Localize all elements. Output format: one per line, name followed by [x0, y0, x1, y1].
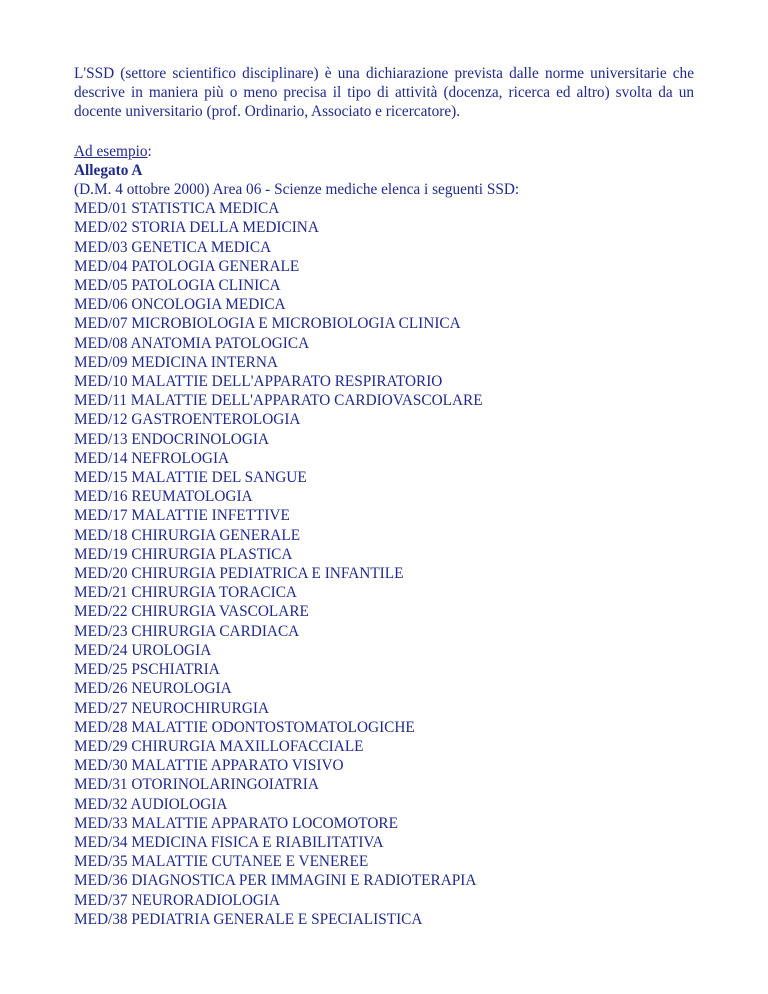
sector-item: MED/33 MALATTIE APPARATO LOCOMOTORE — [74, 814, 398, 832]
sector-item: MED/01 STATISTICA MEDICA — [74, 200, 280, 218]
sector-item: MED/37 NEURORADIOLOGIA — [74, 891, 281, 909]
sector-item: MED/04 PATOLOGIA GENERALE — [74, 257, 300, 275]
sector-item: MED/26 NEUROLOGIA — [74, 680, 232, 698]
document-page — [74, 64, 694, 929]
sector-item: MED/09 MEDICINA INTERNA — [74, 353, 278, 371]
example-label: Ad esempio — [74, 142, 148, 160]
sector-item: MED/28 MALATTIE ODONTOSTOMATOLOGICHE — [74, 718, 415, 736]
sector-item: MED/14 NEFROLOGIA — [74, 449, 230, 467]
example-line — [74, 142, 694, 161]
sector-item: MED/16 REUMATOLOGIA — [74, 488, 253, 506]
sector-item: MED/03 GENETICA MEDICA — [74, 238, 272, 256]
sector-item: MED/20 CHIRURGIA PEDIATRICA E INFANTILE — [74, 565, 404, 583]
sector-item: MED/23 CHIRURGIA CARDIACA — [74, 622, 300, 640]
example-colon: : — [147, 142, 152, 160]
sector-item: MED/22 CHIRURGIA VASCOLARE — [74, 603, 309, 621]
sector-item: MED/08 ANATOMIA PATOLOGICA — [74, 334, 310, 352]
sector-item: MED/07 MICROBIOLOGIA E MICROBIOLOGIA CLINICA — [74, 315, 461, 333]
decree-line: (D.M. 4 ottobre 2000) Area 06 - Scienze mediche elenca i seguenti SSD: — [74, 181, 520, 199]
sector-item: MED/30 MALATTIE APPARATO VISIVO — [74, 757, 344, 775]
sector-item: MED/21 CHIRURGIA TORACICA — [74, 584, 297, 602]
intro-paragraph: L'SSD (settore scientifico disciplinare) è una dichiarazione prevista dalle norme universitarie che descrive in maniera più o meno precisa il tipo di attività (docenza, ricerca ed altro) svolta da un docente universitario (prof. Ordinario, Associato e ricercatore). — [74, 65, 694, 121]
sector-item: MED/19 CHIRURGIA PLASTICA — [74, 545, 293, 563]
sector-item: MED/11 MALATTIE DELL'APPARATO CARDIOVASCOLARE — [74, 392, 483, 410]
sector-item: MED/27 NEUROCHIRURGIA — [74, 699, 270, 717]
sector-item: MED/17 MALATTIE INFETTIVE — [74, 507, 290, 525]
sector-item: MED/13 ENDOCRINOLOGIA — [74, 430, 270, 448]
sector-item: MED/05 PATOLOGIA CLINICA — [74, 277, 281, 295]
sector-item: MED/25 PSCHIATRIA — [74, 661, 220, 679]
sector-item: MED/35 MALATTIE CUTANEE E VENEREE — [74, 853, 369, 871]
sector-item: MED/06 ONCOLOGIA MEDICA — [74, 296, 286, 314]
sector-item: MED/38 PEDIATRIA GENERALE E SPECIALISTICA — [74, 910, 423, 928]
sector-item: MED/24 UROLOGIA — [74, 641, 212, 659]
sector-item: MED/12 GASTROENTEROLOGIA — [74, 411, 301, 429]
sector-item: MED/36 DIAGNOSTICA PER IMMAGINI E RADIOTERAPIA — [74, 872, 477, 890]
sector-item: MED/34 MEDICINA FISICA E RIABILITATIVA — [74, 833, 384, 851]
sector-item: MED/02 STORIA DELLA MEDICINA — [74, 219, 319, 237]
sector-item: MED/10 MALATTIE DELL'APPARATO RESPIRATORIO — [74, 373, 443, 391]
sector-item: MED/32 AUDIOLOGIA — [74, 795, 228, 813]
paragraph-gap — [74, 122, 694, 142]
sector-item: MED/15 MALATTIE DEL SANGUE — [74, 469, 307, 487]
allegato-heading: Allegato A — [74, 161, 143, 179]
sector-list — [74, 199, 694, 929]
sector-item: MED/31 OTORINOLARINGOIATRIA — [74, 776, 319, 794]
sector-item: MED/18 CHIRURGIA GENERALE — [74, 526, 301, 544]
sector-item: MED/29 CHIRURGIA MAXILLOFACCIALE — [74, 737, 364, 755]
